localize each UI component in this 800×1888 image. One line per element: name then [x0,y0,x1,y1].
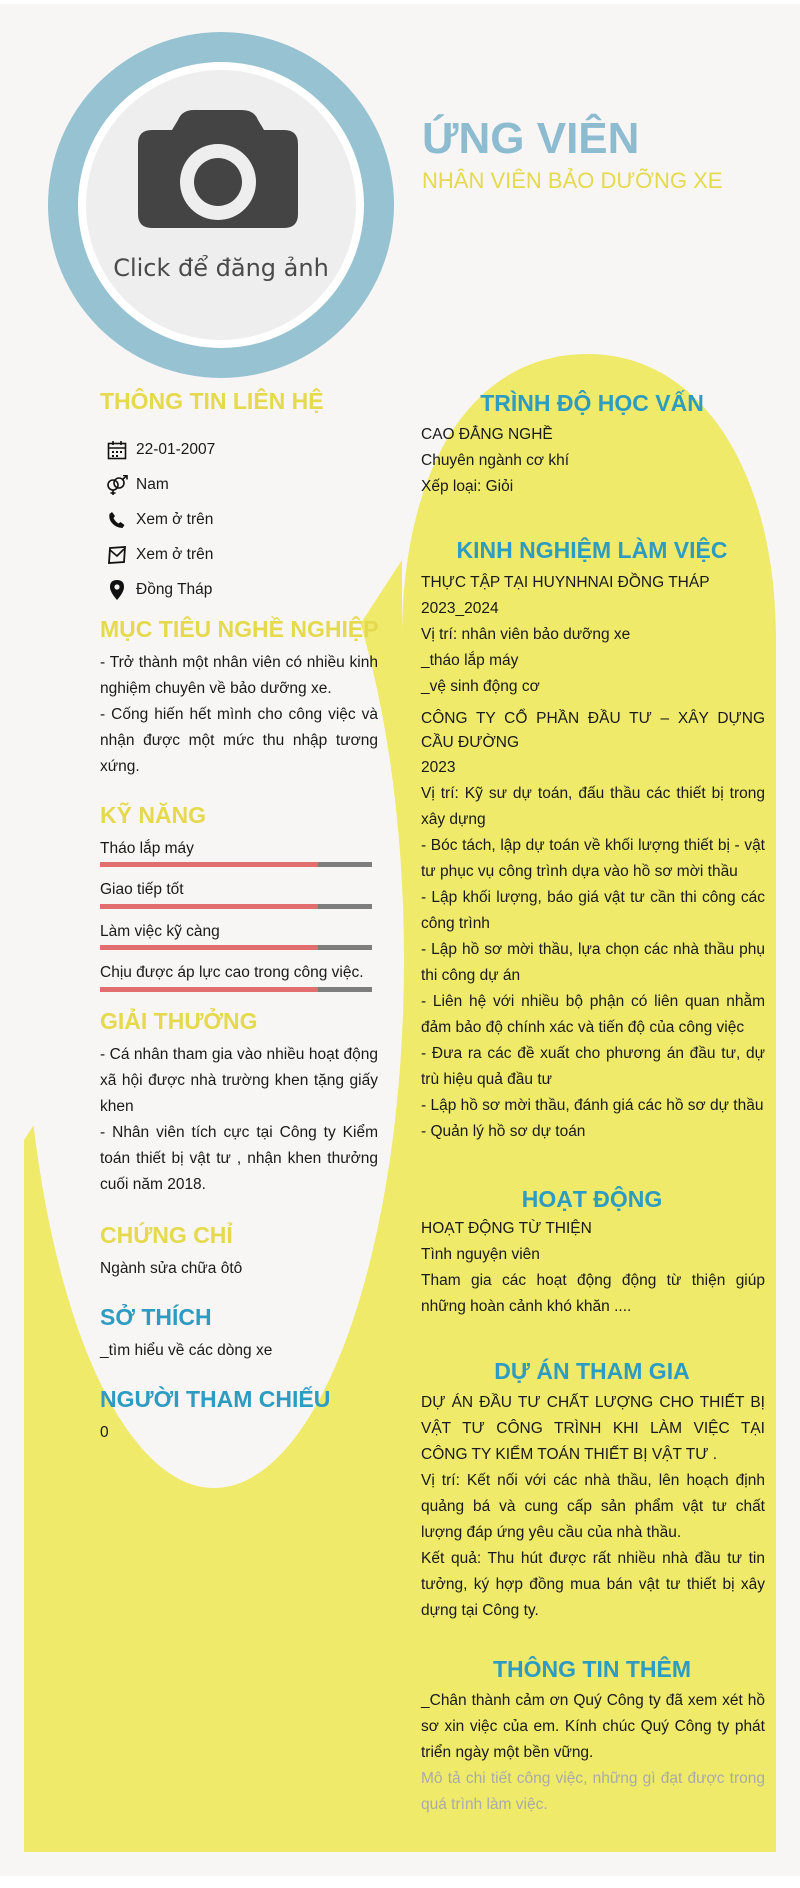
projects-body [421,1390,765,1624]
camera-icon[interactable] [138,108,298,228]
address-value: Đồng Tháp [136,581,213,598]
contact-phone [104,506,213,534]
experience-job-1 [421,570,765,700]
skill-bar [100,945,372,950]
skill-bar-fill [100,862,318,867]
skill-bar-fill [100,987,318,992]
skill-bar [100,862,372,867]
skill-bar-fill [100,945,318,950]
location-pin-icon [104,579,130,601]
award-line: - Cá nhân tham gia vào nhiều hoạt động xã hội được nhà trường khen tặng giấy khen [100,1046,378,1115]
skill-name: Giao tiếp tốt [100,881,184,898]
gender-value: Nam [136,476,169,493]
objective-title: MỤC TIÊU NGHỀ NGHIỆP [100,616,379,642]
education-line: Chuyên ngành cơ khí [421,452,570,469]
skills-title: KỸ NĂNG [100,802,207,828]
project-line: Kết quả: Thu hút được rất nhiều nhà đầu tư tin tưởng, ký hợp đồng mua bán vật tư thiết bị xây dựng tại Công ty. [421,1550,765,1619]
job-time: 2023_2024 [421,600,499,617]
job-line: - Quản lý hồ sơ dự toán [421,1123,586,1140]
contact-dob [104,436,215,464]
job-line: - Lập hồ sơ mời thầu, lựa chọn các nhà thầu phụ thi công dự án [421,941,765,984]
education-title: TRÌNH ĐỘ HỌC VẤN [480,390,704,416]
awards-body [100,1042,378,1198]
hobbies-title: SỞ THÍCH [100,1304,212,1330]
objective-body [100,650,378,780]
skill-bar [100,904,372,909]
projects-title: DỰ ÁN THAM GIA [494,1358,690,1384]
certificates-title: CHỨNG CHỈ [100,1222,233,1248]
contact-address [104,576,212,604]
job-line: Vị trí: nhân viên bảo dưỡng xe [421,626,631,643]
activity-line: Tình nguyện viên [421,1246,540,1263]
project-line: DỰ ÁN ĐẦU TƯ CHẤT LƯỢNG CHO THIẾT BỊ VẬT TƯ CÔNG TRÌNH KHI LÀM VIỆC TẠI CÔNG TY KIỂM TOÁN THIẾT BỊ VẬT TƯ . [421,1394,765,1463]
phone-icon [104,509,130,531]
activity-line: HOẠT ĐỘNG TỪ THIỆN [421,1220,592,1237]
objective-line: - Trở thành một nhân viên có nhiều kinh nghiệm chuyên về bảo dưỡng xe. [100,654,378,697]
additional-placeholder[interactable]: Mô tả chi tiết công việc, những gì đạt được trong quá trình làm việc. [421,1770,765,1813]
project-line: Vị trí: Kết nối với các nhà thầu, lên hoạch định quảng bá và cung cấp sản phẩm vật tư chất lượng đáp ứng yêu cầu của nhà thầu. [421,1472,765,1541]
email-icon [104,544,130,566]
job-line: - Liên hệ với nhiều bộ phận có liên quan nhằm đảm bảo độ chính xác và tiến độ của công việc [421,993,765,1036]
job-company: CÔNG TY CỔ PHẦN ĐẦU TƯ – XÂY DỰNG CẦU ĐƯỜNG [421,710,765,751]
candidate-name: ỨNG VIÊN [422,114,640,163]
skill-bar [100,987,372,992]
job-line: Vị trí: Kỹ sư dự toán, đấu thầu các thiết bị trong xây dựng [421,785,765,828]
hobbies-text: _tìm hiểu về các dòng xe [100,1342,273,1359]
job-line: - Lập hồ sơ mời thầu, đánh giá các hồ sơ dự thầu [421,1097,764,1114]
contact-gender [104,471,169,499]
candidate-position: NHÂN VIÊN BẢO DƯỠNG XE [422,168,723,193]
job-line: - Bóc tách, lập dự toán về khối lượng thiết bị - vật tư phục vụ công trình dựa vào hồ sơ mời thầu [421,837,765,880]
job-line: - Đưa ra các đề xuất cho phương án đầu tư, dự trù hiệu quả đầu tư [421,1045,765,1088]
activities-title: HOẠT ĐỘNG [521,1186,663,1212]
certificates-text: Ngành sửa chữa ôtô [100,1260,243,1277]
photo-caption[interactable]: Click để đăng ảnh [113,254,329,282]
contact-title: THÔNG TIN LIÊN HỆ [100,388,324,414]
light-left-ellipse [24,432,404,1488]
job-time: 2023 [421,759,456,776]
awards-title: GIẢI THƯỞNG [100,1008,258,1034]
gender-icon [104,474,130,496]
experience-job-2 [421,707,765,1145]
job-line: - Lập khối lượng, báo giá vật tư cần thi công các công trình [421,889,765,932]
job-line: _tháo lắp máy [421,652,519,669]
award-line: - Nhân viên tích cực tại Công ty Kiểm toán thiết bị vật tư , nhận khen thưởng cuối năm 2018. [100,1124,378,1193]
skill-name: Tháo lắp máy [100,840,194,857]
education-line: CAO ĐẲNG NGHỀ [421,426,553,443]
skill-bar-fill [100,904,318,909]
additional-text: _Chân thành cảm ơn Quý Công ty đã xem xét hồ sơ xin việc của em. Kính chúc Quý Công ty phát triển ngày một bền vững. [421,1692,765,1761]
activities-body [421,1216,765,1320]
experience-title: KINH NGHIỆM LÀM VIỆC [456,537,728,563]
job-company: THỰC TẬP TẠI HUYNHNAI ĐỒNG THÁP [421,574,710,591]
skill-name: Chịu được áp lực cao trong công việc. [100,964,364,981]
activity-line: Tham gia các hoạt động động từ thiện giúp những hoàn cảnh khó khăn .... [421,1272,765,1315]
phone-value: Xem ở trên [136,511,214,528]
additional-title: THÔNG TIN THÊM [492,1656,692,1682]
dob-value: 22-01-2007 [136,441,216,458]
objective-line: - Cống hiến hết mình cho công việc và nhận được một mức thu nhập tương xứng. [100,706,378,775]
calendar-icon [104,439,130,461]
email-value: Xem ở trên [136,546,214,563]
skill-name: Làm việc kỹ càng [100,923,220,940]
references-text: 0 [100,1424,109,1441]
additional-body [421,1688,765,1818]
education-line: Xếp loại: Giỏi [421,478,514,495]
references-title: NGƯỜI THAM CHIẾU [100,1386,331,1412]
education-body [421,422,765,500]
job-line: _vệ sinh động cơ [421,678,540,695]
contact-email [104,541,213,569]
